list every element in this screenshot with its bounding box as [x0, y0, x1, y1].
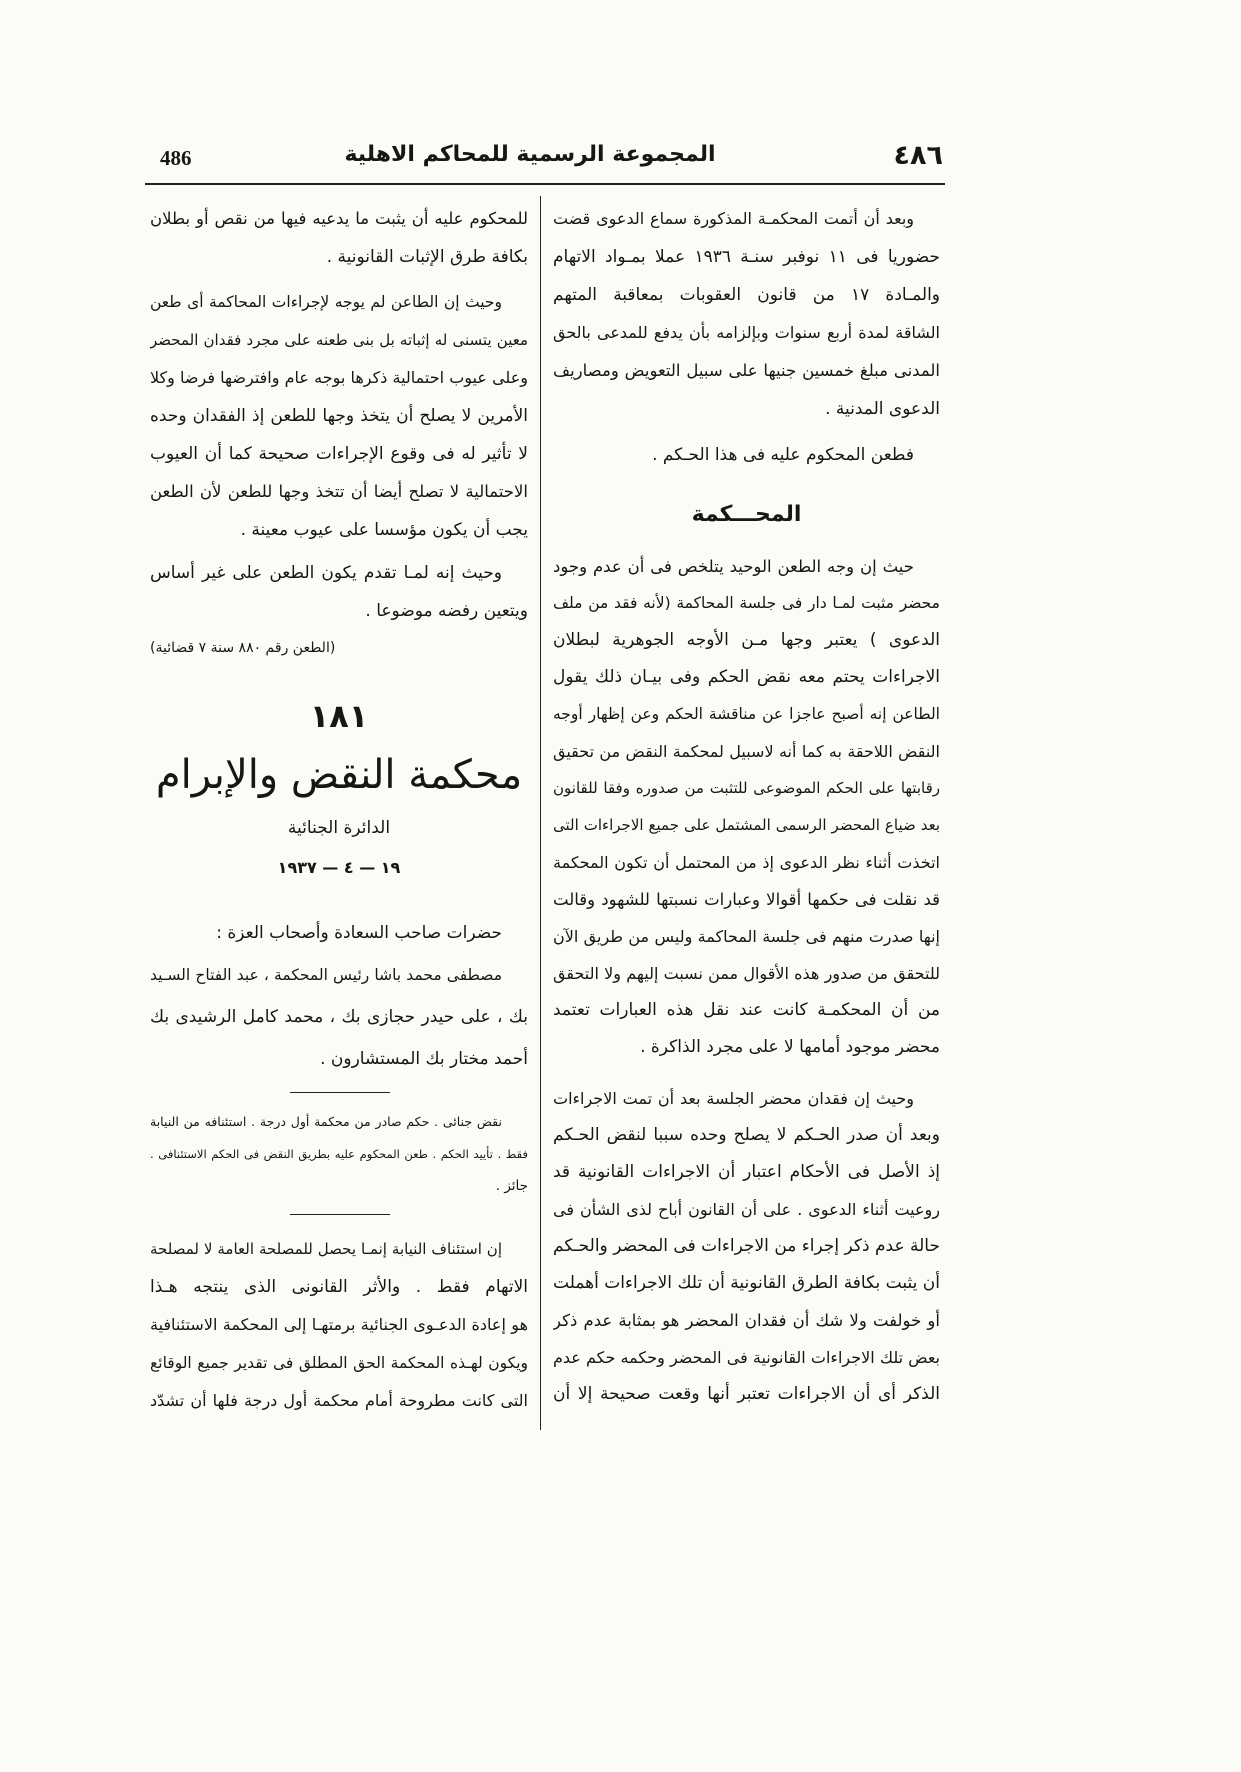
further-reasoning-paragraph — [150, 283, 528, 549]
case-citation: (الطعن رقم ٨٨٠ سنة ٧ قضائية) — [150, 640, 336, 656]
text-line: رقابتها على الحكم الموضوعى للتثبت من صدوره وفقا للقانون — [553, 779, 940, 797]
reasoning-continued-paragraph — [150, 200, 528, 276]
text-line: إذ الأصل فى الأحكام اعتبار أن الاجراءات القانونية قد — [553, 1162, 940, 1182]
conclusion-paragraph — [150, 554, 528, 630]
text-line: أن يثبت بكافة الطرق القانونية أن تلك الاجراءات أهملت — [553, 1273, 940, 1293]
text-line: حيث إن وجه الطعن الوحيد يتلخص فى أن عدم وجود — [553, 557, 914, 576]
text-line: أو خولفت ولا شك أن فقدان المحضر هو بمثابة عدم ذكر — [553, 1311, 940, 1330]
text-line: حالة عدم ذكر إجراء من الاجراءات فى المحضر والحـكم — [553, 1236, 940, 1256]
running-header-title: المجموعة الرسمية للمحاكم الاهلية — [344, 142, 716, 167]
bench-paragraph — [150, 912, 528, 1080]
case-number: ١٨١ — [309, 697, 369, 735]
summary-note — [150, 1106, 528, 1202]
text-line: وبعد أن أتمت المحكمـة المذكورة سماع الدعوى قضت — [553, 209, 914, 228]
text-line: وحيث إنه لمـا تقدم يكون الطعن على غير أساس — [150, 563, 502, 583]
text-line: محضر موجود أمامها لا على مجرد الذاكرة . — [640, 1037, 940, 1057]
text-line: الذكر أى أن الاجراءات تعتبر أنها وقعت صحيحة إلا أن — [553, 1384, 940, 1404]
separator-rule — [290, 1214, 390, 1215]
text-line: الأمرين لا يصلح أن يتخذ وجها للطعن إذ الفقدان وحده — [150, 406, 528, 426]
court-name: محكمة النقض والإبرام — [155, 752, 523, 798]
text-line: بعد ضياع المحضر الرسمى المشتمل على جميع الاجراءات التى — [553, 816, 940, 834]
text-line: فطعن المحكوم عليه فى هذا الحـكم . — [652, 445, 914, 465]
text-line: وبعد أن صدر الحـكم لا يصلح وحده سببا لنقض الحـكم — [553, 1125, 940, 1145]
reasoning-paragraph — [553, 1080, 940, 1413]
header-rule — [145, 183, 945, 185]
text-line: وحيث إن فقدان محضر الجلسة بعد أن تمت الاجراءات — [553, 1089, 914, 1108]
text-line: روعيت أثناء الدعوى . على أن القانون أباح لذى الشأن فى — [553, 1200, 940, 1219]
text-line: جائز . — [495, 1178, 528, 1194]
judgment-date: ١٩ — ٤ — ١٩٣٧ — [277, 858, 401, 877]
facts-paragraph — [553, 200, 940, 428]
case-citation-block — [150, 632, 528, 664]
text-line: التى كانت مطروحة أمام محكمة أول درجة فلها أن تشدّد — [150, 1391, 528, 1410]
text-line: الاجراءات يحتم معه نقض الحكم وفى بيـان ذلك يقول — [553, 667, 940, 687]
column-divider — [540, 196, 541, 1430]
text-line: الدعوى المدنية . — [825, 399, 940, 419]
text-line: إن استئناف النيابة إنمـا يحصل للمصلحة العامة لا لمصلحة — [150, 1240, 502, 1258]
text-line: للتحقق من صدور هذه الأقوال ممن نسبت إليهم ولا التحقق — [553, 964, 940, 983]
text-line: حضوريا فى ١١ نوفبر سنـة ١٩٣٦ عملا بمـواد الاتهام — [553, 247, 940, 267]
text-line: ويتعين رفضه موضوعا . — [365, 601, 528, 621]
text-line: أحمد مختار بك المستشارون . — [320, 1049, 528, 1069]
text-line: قد نقلت فى حكمها أقوالا وعبارات نسبتها للشهود وقالت — [553, 890, 940, 909]
text-line: وحيث إن الطاعن لم يوجه لإجراءات المحاكمة أى طعن — [150, 293, 502, 311]
principle-paragraph — [150, 1230, 528, 1420]
text-line: اتخذت أثناء نظر الدعوى إذ من المحتمل أن تكون المحكمة — [553, 853, 940, 872]
text-line: إنها صدرت منهم فى جلسة المحاكمة وليس من طريق الآن — [553, 927, 940, 946]
text-line: فقط . تأييد الحكم . طعن المحكوم عليه بطريق النقض فى الحكم الاستئنافى . — [150, 1147, 528, 1161]
grounds-paragraph — [553, 548, 940, 1066]
text-line: نقض جنائى . حكم صادر من محكمة أول درجة . استئنافه من النيابة — [150, 1114, 502, 1129]
page-number-latin: 486 — [160, 146, 192, 170]
judgment-heading — [150, 690, 528, 888]
text-line: النقض اللاحقة به كما أنه لاسبيل لمحكمة النقض من تحقيق — [553, 742, 940, 761]
section-heading: المحـــكمة — [691, 502, 802, 527]
separator-rule — [290, 1092, 390, 1093]
text-line: هو إعادة الدعـوى الجنائية برمتهـا إلى المحكمة الاستئنافية — [150, 1315, 528, 1334]
page-number-arabic: ٤٨٦ — [893, 140, 943, 171]
text-line: الشاقة لمدة أربع سنوات وبإلزامه بأن يدفع للمدعى بالحق — [553, 323, 940, 342]
text-line: الطاعن إنه أصبح عاجزا عن مناقشة الحكم وعن إظهار أوجه — [553, 705, 940, 723]
text-line: ويكون لهـذه المحكمة الحق المطلق فى تقدير جميع الوقائع — [150, 1354, 528, 1372]
text-line: مصطفى محمد باشا رئيس المحكمة ، عبد الفتاح السـيد — [150, 966, 502, 984]
appeal-paragraph — [553, 436, 940, 474]
text-line: بكافة طرق الإثبات القانونية . — [326, 247, 528, 267]
text-line: وعلى عيوب احتمالية ذكرها بوجه عام وافترضها فرضا وكلا — [150, 368, 528, 387]
text-line: الاتهام فقط . والأثر القانونى الذى ينتجه هـذا — [150, 1277, 528, 1297]
text-line: لا تأثير له فى وقوع الإجراءات صحيحة كما أن العيوب — [150, 444, 528, 464]
court-section-heading — [553, 490, 940, 540]
text-line: الاحتمالية لا تصلح أيضا أن تتخذ وجها للطعن لأن الطعن — [150, 482, 528, 501]
chamber-name: الدائرة الجنائية — [287, 818, 391, 838]
text-line: الدعوى ) يعتبر وجها مـن الأوجه الجوهرية لبطلان — [553, 630, 940, 650]
text-line: المدنى مبلغ خمسين جنيها على سبيل التعويض ومصاريف — [553, 361, 940, 380]
text-line: والمـادة ١٧ من قانون العقوبات بمعاقبة المتهم — [553, 285, 940, 305]
text-line: بعض تلك الاجراءات القانونية فى المحضر وحكمه حكم عدم — [553, 1348, 940, 1367]
text-line: يجب أن يكون مؤسسا على عيوب معينة . — [240, 520, 528, 540]
text-line: معين يتسنى له إثباته بل بنى طعنه على مجرد فقدان المحضر — [150, 331, 528, 349]
text-line: محضر مثبت لمـا دار فى جلسة المحاكمة (لأنه فقد من ملف — [553, 594, 940, 612]
text-line: بك ، على حيدر حجازى بك ، محمد كامل الرشيدى بك — [150, 1007, 528, 1027]
text-line: حضرات صاحب السعادة وأصحاب العزة : — [216, 923, 502, 943]
text-line: من أن المحكمـة كانت عند نقل هذه العبارات تعتمد — [553, 1000, 940, 1020]
text-line: للمحكوم عليه أن يثبت ما يدعيه فيها من نقص أو بطلان — [150, 209, 528, 228]
